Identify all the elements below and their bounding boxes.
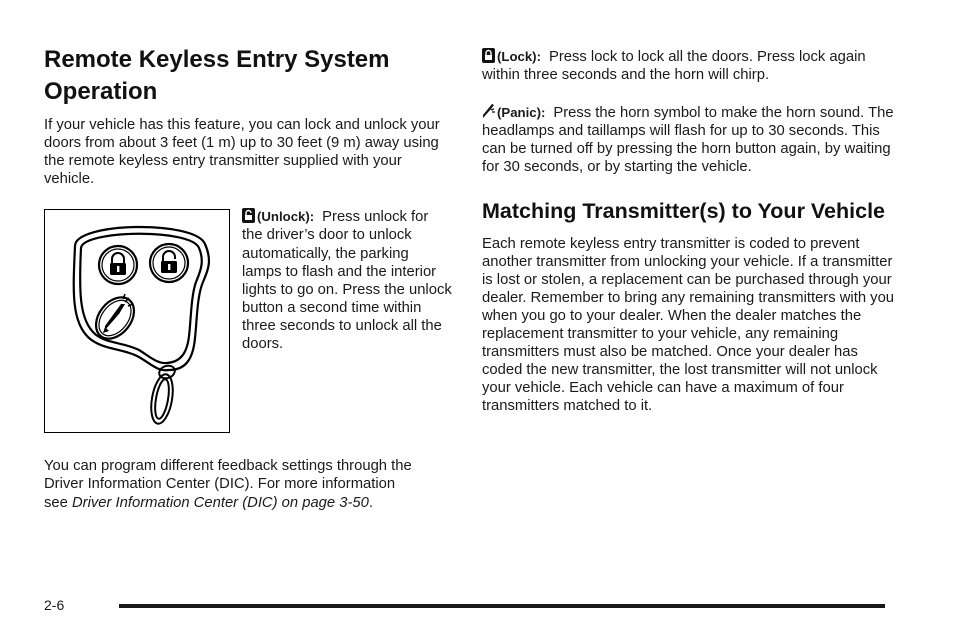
dic-text: You can program different feedback settings through the Driver Information Center (DIC). For more information see (44, 458, 412, 511)
horn-icon (482, 104, 495, 119)
panic-description: Press the horn symbol to make the horn sound. The headlamps and taillamps will flash for up to 30 seconds. This can be turned off by pressing the horn button again, by waiting for 30 seconds, or by starting the vehicle. (482, 105, 894, 176)
panic-paragraph (482, 104, 902, 176)
section-title: Remote Keyless Entry System Operation (44, 46, 390, 105)
unlock-row (44, 208, 454, 433)
panic-term: (Panic): (497, 105, 546, 121)
page-number: 2-6 (44, 597, 65, 613)
dic-reference-link[interactable]: Driver Information Center (DIC) on page 3-50 (71, 494, 369, 511)
key-fob-illustration (45, 210, 228, 431)
lock-description: Press lock to lock all the doors. Press lock again within three seconds and the horn will chirp. (482, 49, 866, 84)
lock-term: (Lock): (497, 49, 541, 64)
unlock-paragraph (242, 208, 452, 433)
transmitter-figure (44, 209, 230, 433)
lock-icon (482, 48, 495, 63)
dic-paragraph (44, 457, 454, 511)
unlock-description: Press unlock for the driver’s door to unlock automatically, the parking lamps to flash and the interior lights to go on. Press the unlock button a second time within three seconds to unlock all the doors. (242, 209, 452, 353)
lock-paragraph (482, 48, 902, 84)
right-column (482, 48, 902, 416)
matching-heading: Matching Transmitter(s) to Your Vehicle (482, 198, 886, 223)
unlock-icon (242, 208, 255, 223)
left-column (44, 44, 454, 512)
unlock-term: (Unlock): (257, 209, 315, 225)
intro-paragraph: If your vehicle has this feature, you can lock and unlock your doors from about 3 feet (1 m) up to 30 feet (9 m) away using the remote keyless entry transmitter supplied with your vehicle. (44, 117, 440, 188)
dic-end: . (368, 494, 373, 511)
matching-paragraph: Each remote keyless entry transmitter is coded to prevent another transmitter from unlocking your vehicle. If a transmitter is lost or stolen, a replacement can be purchased through your dealer. Remember to bring any remaining transmitters with you when you go to your dealer. When the dealer matches the replacement transmitter to your vehicle, any remaining transmitters must also be matched. Once your dealer has coded the new transmitter, the lost transmitter will not unlock your vehicle. Each vehicle can have a maximum of four transmitters matched to it. (482, 235, 895, 415)
footer-rule (119, 604, 885, 608)
